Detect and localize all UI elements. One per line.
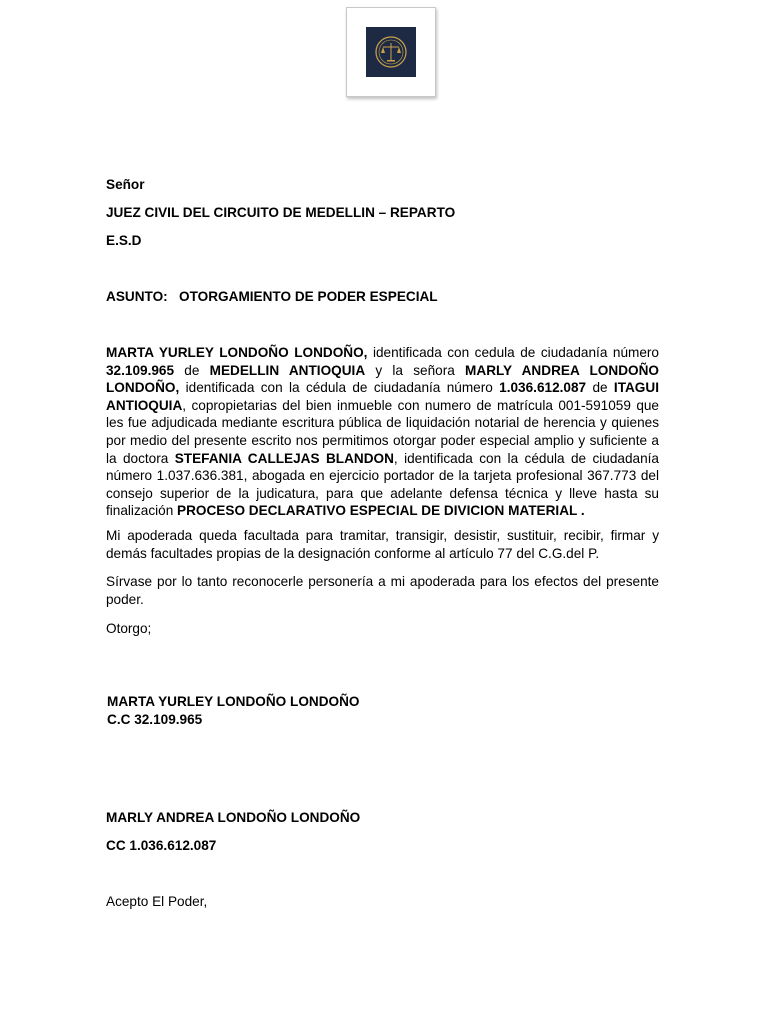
body-text-run: , copropietarias del bien inmueble con numero de matrícula 001-591059 que les fue adjudicada mediante escritura pública de liquidación notarial de herencia y quienes por medio del presente escrito nos permitimos otorgar poder especial amplio y suficiente a la doctora (106, 397, 659, 466)
body-paragraph-main (106, 344, 659, 520)
closing-text: Otorgo; (106, 621, 152, 636)
subject-line (106, 288, 438, 305)
body-text-run: 32.109.965 (106, 362, 175, 378)
signature-name-2: MARLY ANDREA LONDOÑO LONDOÑO (106, 810, 361, 825)
body-paragraph-recognition: Sírvase por lo tanto reconocerle personería a mi apoderada para los efectos del presente poder. (106, 574, 659, 607)
body-text-run: MEDELLIN ANTIOQUIA (209, 362, 366, 378)
body-text-run: STEFANIA CALLEJAS BLANDON (174, 450, 394, 466)
body-text-run: identificada con cedula de ciudadanía número (367, 345, 659, 360)
body-paragraph-faculties: Mi apoderada queda facultada para tramitar, transigir, desistir, sustituir, recibir, firmar y demás facultades propias de la designación conforme al artículo 77 del C.G.del P. (106, 528, 659, 561)
addressee: JUEZ CIVIL DEL CIRCUITO DE MEDELLIN – REPARTO (106, 205, 456, 220)
scales-of-justice-seal-icon (366, 27, 416, 77)
subject-label: ASUNTO: (106, 289, 168, 304)
subject-text: OTORGAMIENTO DE PODER ESPECIAL (179, 289, 438, 304)
salutation: Señor (106, 177, 145, 192)
body-text-run: MARTA YURLEY LONDOÑO LONDOÑO, (106, 345, 368, 360)
body-text-run: identificada con la cédula de ciudadanía número (179, 380, 500, 396)
acceptance-text: Acepto El Poder, (106, 894, 208, 909)
letterhead-logo-frame (346, 7, 436, 97)
signature-name-1: MARTA YURLEY LONDOÑO LONDOÑO (107, 694, 360, 709)
signature-id-2: CC 1.036.612.087 (106, 838, 217, 853)
body-text-run: y la señora (365, 362, 466, 378)
esd-abbreviation: E.S.D (106, 233, 142, 248)
signature-id-1: C.C 32.109.965 (107, 712, 203, 727)
body-text-run: de (174, 362, 210, 378)
body-text-run: MARLY ANDREA LONDOÑO LONDOÑO, (106, 362, 659, 396)
body-text-run: 1.036.612.087 (499, 380, 587, 396)
body-text-run: ITAGUI ANTIOQUIA (106, 380, 659, 413)
body-text-run: , identificada con la cédula de ciudadanía número 1.037.636.381, abogada en ejercicio portador de la tarjeta profesional 367.773 del consejo superior de la judicatura, para que adelante defensa técnica y lleve hasta su finalización (106, 450, 659, 519)
body-text-run: PROCESO DECLARATIVO ESPECIAL DE DIVICION MATERIAL . (177, 503, 585, 519)
body-text-run: de (586, 380, 614, 396)
